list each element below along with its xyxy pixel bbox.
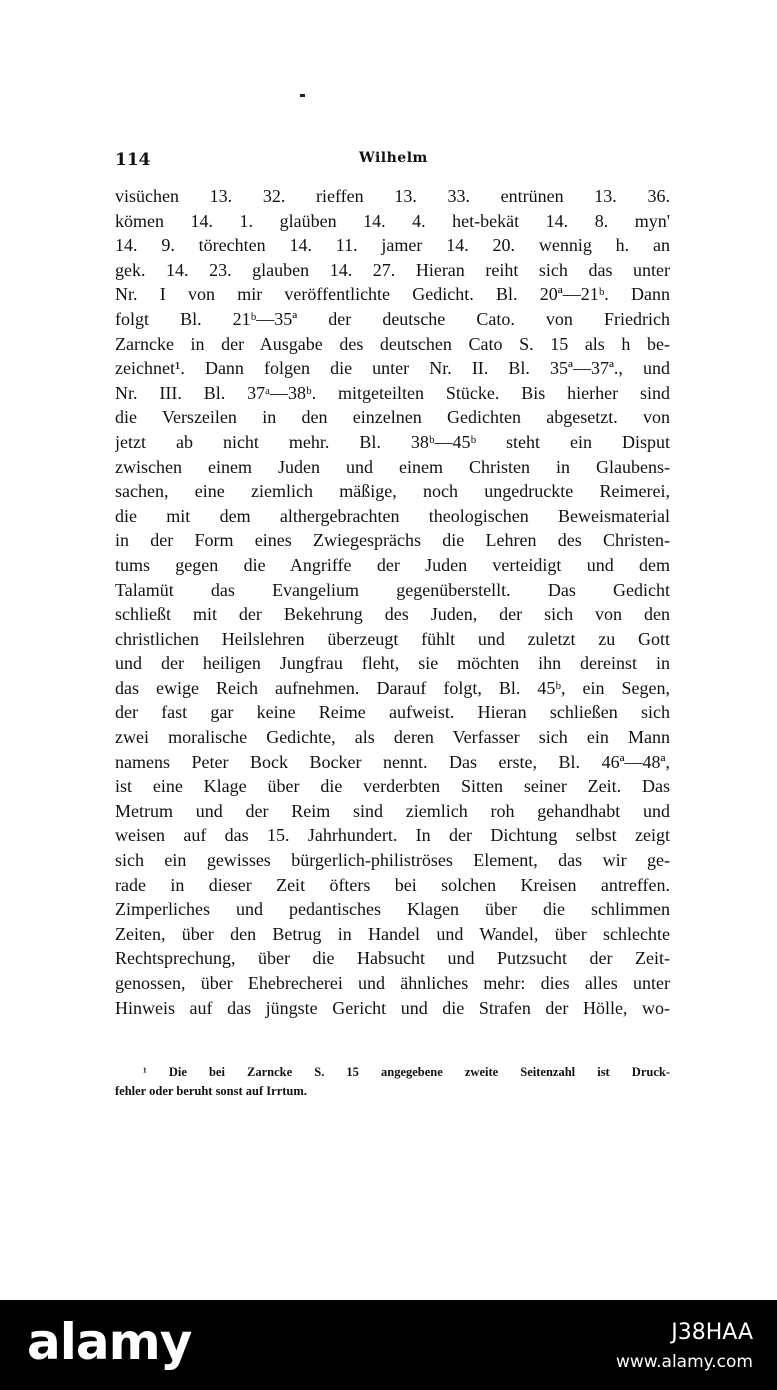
text-line: namens Peter Bock Bocker nennt. Das erste, Bl. 46ª—48ª, — [115, 751, 670, 772]
text-line: kömen 14. 1. glaüben 14. 4. het-bekät 14. 8. myn' — [115, 210, 670, 231]
ink-speck — [300, 94, 305, 97]
text-line: sich ein gewisses bürgerlich-philiströses Element, das wir ge- — [115, 850, 670, 871]
footnote-line: fehler oder beruht sonst auf Irrtum. — [115, 1084, 307, 1098]
footnote-line: ¹ Die bei Zarncke S. 15 angegebene zweite Seitenzahl ist Druck- — [143, 1065, 670, 1079]
text-line: Zimperliches und pedantisches Klagen über die schlimmen — [115, 899, 670, 920]
text-line: ist eine Klage über die verderbten Sitten seiner Zeit. Das — [115, 776, 670, 797]
image-id: J38HAA — [671, 1320, 753, 1345]
running-head: Wilhelm — [359, 150, 428, 166]
text-line: Zeiten, über den Betrug in Handel und Wandel, über schlechte — [115, 923, 670, 944]
text-line: Metrum und der Reim sind ziemlich roh gehandhabt und — [115, 800, 670, 821]
text-line: jetzt ab nicht mehr. Bl. 38ᵇ—45ᵇ steht ein Disput — [115, 431, 670, 452]
footnote — [115, 1063, 670, 1101]
text-line: zwischen einem Juden und einem Christen in Glaubens- — [115, 456, 670, 477]
text-line: Talamüt das Evangelium gegenüberstellt. Das Gedicht — [115, 579, 670, 600]
text-line: visüchen 13. 32. rieffen 13. 33. entrünen 13. 36. — [115, 186, 670, 206]
text-line: 14. 9. törechten 14. 11. jamer 14. 20. wennig h. an — [115, 235, 670, 256]
page-header — [115, 150, 675, 174]
text-line: Zarncke in der Ausgabe des deutschen Cato S. 15 als h be- — [115, 333, 670, 354]
brand-logo: alamy — [27, 1313, 192, 1371]
text-line: folgt Bl. 21ᵇ—35ª der deutsche Cato. von Friedrich — [115, 308, 670, 329]
text-line: Rechtsprechung, über die Habsucht und Putzsucht der Zeit- — [115, 948, 670, 969]
text-line: zwei moralische Gedichte, als deren Verfasser sich ein Mann — [115, 727, 670, 748]
watermark-banner — [0, 1300, 777, 1390]
text-line: Hinweis auf das jüngste Gericht und die Strafen der Hölle, wo- — [115, 997, 670, 1018]
text-line: der fast gar keine Reime aufweist. Hieran schließen sich — [115, 702, 670, 723]
text-line: sachen, eine ziemlich mäßige, noch ungedruckte Reimerei, — [115, 481, 670, 502]
text-line: weisen auf das 15. Jahrhundert. In der Dichtung selbst zeigt — [115, 825, 670, 846]
site-url: www.alamy.com — [615, 1352, 753, 1372]
text-line: die Verszeilen in den einzelnen Gedichten abgesetzt. von — [115, 407, 670, 428]
text-line: tums gegen die Angriffe der Juden verteidigt und dem — [115, 554, 670, 575]
text-line: rade in dieser Zeit öfters bei solchen Kreisen antreffen. — [115, 874, 670, 895]
text-line: das ewige Reich aufnehmen. Darauf folgt, Bl. 45ᵇ, ein Segen, — [115, 677, 670, 698]
text-line: Nr. III. Bl. 37ᵃ—38ᵇ. mitgeteilten Stücke. Bis hierher sind — [115, 382, 670, 403]
body-text — [115, 184, 670, 1020]
text-line: die mit dem althergebrachten theologischen Beweismaterial — [115, 505, 670, 526]
text-line: und der heiligen Jungfrau fleht, sie möchten ihn dereinst in — [115, 653, 670, 674]
text-line: schließt mit der Bekehrung des Juden, der sich von den — [115, 604, 670, 625]
text-line: Nr. I von mir veröffentlichte Gedicht. Bl. 20ª—21ᵇ. Dann — [115, 284, 670, 305]
text-line: in der Form eines Zwiegesprächs die Lehren des Christen- — [115, 530, 670, 551]
text-line: gek. 14. 23. glauben 14. 27. Hieran reiht sich das unter — [115, 259, 670, 280]
page-number: 114 — [115, 150, 151, 170]
text-line: zeichnet¹. Dann folgen die unter Nr. II. Bl. 35ª—37ª., und — [115, 358, 670, 379]
text-line: genossen, über Ehebrecherei und ähnliches mehr: dies alles unter — [115, 973, 670, 993]
text-line: christlichen Heilslehren überzeugt fühlt und zuletzt zu Gott — [115, 628, 670, 649]
